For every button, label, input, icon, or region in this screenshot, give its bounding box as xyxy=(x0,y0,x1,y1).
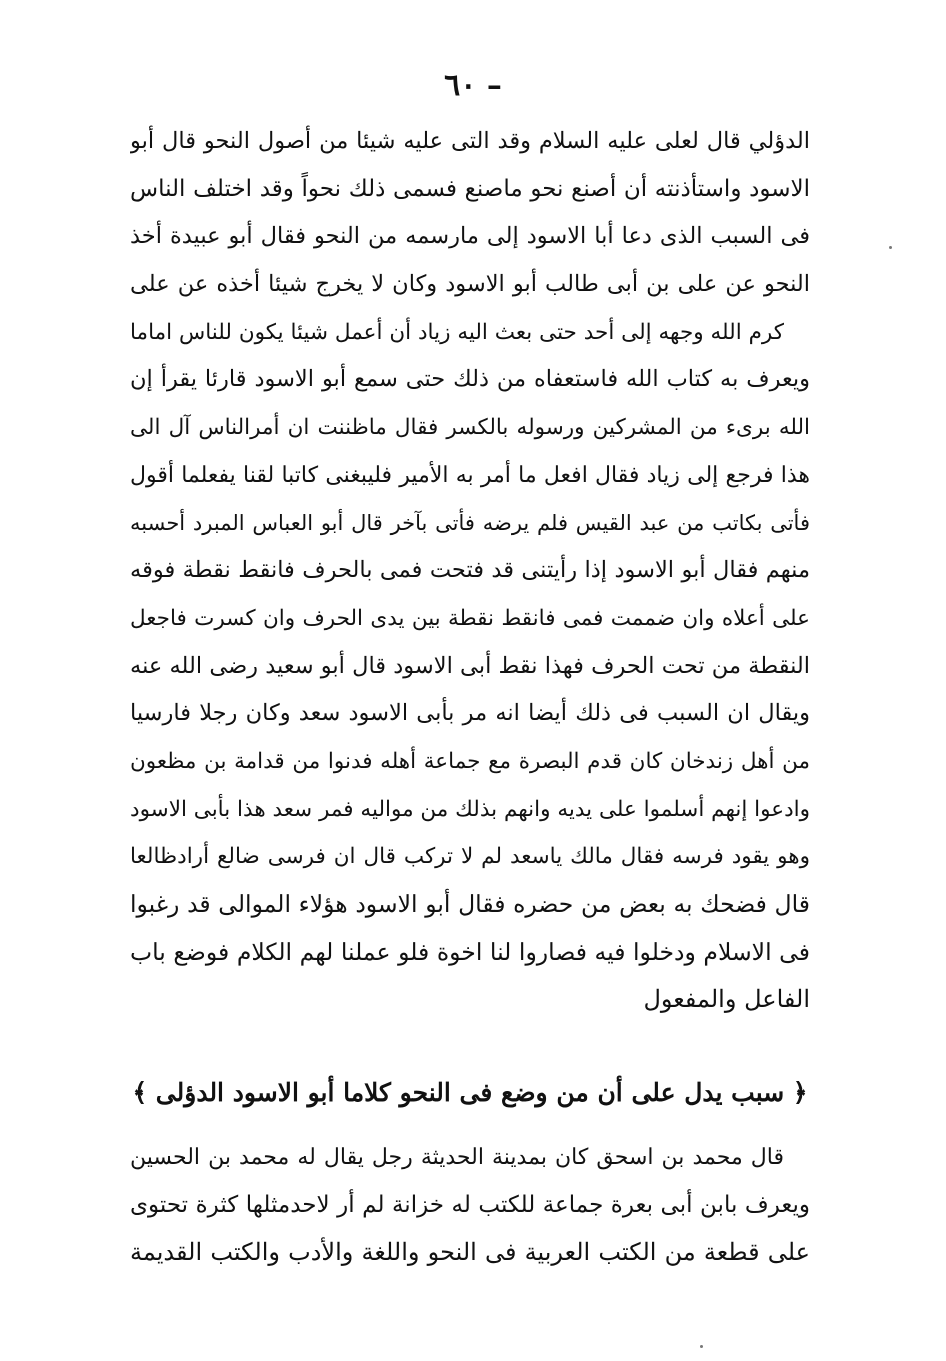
text-line: على قطعة من الكتب العربية فى النحو واللغة والأدب والكتب القديمة xyxy=(130,1238,810,1267)
text-line: فى السبب الذى دعا أبا الاسود إلى مارسمه من النحو فقال أبو عبيدة أخذ xyxy=(130,223,810,250)
text-line: من أهل زندخان كان قدم البصرة مع جماعة أهله فدنوا من قدامة بن مظعون xyxy=(130,748,810,774)
text-line: الاسود واستأذنته أن أصنع نحو ماصنع فسمى ذلك نحواً وقد اختلف الناس xyxy=(130,175,810,202)
text-line: منهم فقال أبو الاسود إذا رأيتنى قد فتحت فمى بالحرف فانقط نقطة فوقه xyxy=(130,557,810,584)
text-line: هذا فرجع إلى زياد فقال افعل ما أمر به الأمير فليبغنى كاتبا لقنا يفعلما أقول xyxy=(130,462,810,488)
paragraph-main xyxy=(130,118,810,1024)
page-number: – ٦٠ xyxy=(444,68,502,103)
scan-speck xyxy=(889,246,892,249)
text-line: وادعوا إنهم أسلموا على يديه وانهم بذلك من مواليه فمر سعد هذا بأبى الاسود xyxy=(130,796,810,822)
text-line: النحو عن على بن أبى طالب أبو الاسود وكان لا يخرج شيئا أخذه عن على xyxy=(130,271,810,298)
text-line: على أعلاه وان ضممت فمى فانقط نقطة بين يدى الحرف وان كسرت فاجعل xyxy=(130,605,810,631)
text-line: ويعرف به كتاب الله فاستعفاه من ذلك حتى سمع أبو الاسود قارئا يقرأ إن xyxy=(130,366,810,393)
scan-speck xyxy=(700,1345,703,1348)
text-line: قال فضحك به بعض من حضره فقال أبو الاسود هؤلاء الموالى قد رغبوا xyxy=(130,890,810,918)
text-line: فأتى بكاتب من عبد القيس فلم يرضه فأتى بآخر قال أبو العباس المبرد أحسبه xyxy=(130,510,810,535)
text-line: كرم الله وجهه إلى أحد حتى بعث اليه زياد أن أعمل شيئا يكون للناس اماما xyxy=(130,319,784,345)
text-line: ويقال ان السبب فى ذلك أيضا انه مر بأبى الاسود سعد وكان رجلا فارسيا xyxy=(130,700,810,727)
text-line: الفاعل والمفعول xyxy=(643,985,810,1014)
text-line: الدؤلي قال لعلى عليه السلام وقد التى عليه شيئا من أصول النحو قال أبو xyxy=(130,128,810,154)
text-line: وهو يقود فرسه فقال مالك ياسعد لم لا تركب قال ان فرسى ضالع أرادظالعا xyxy=(130,844,810,870)
paragraph-second xyxy=(130,1134,810,1277)
text-line: فى الاسلام ودخلوا فيه فصاروا لنا اخوة فلو عملنا لهم الكلام فوضع باب xyxy=(130,937,810,966)
text-line: قال محمد بن اسحق كان بمدينة الحديثة رجل يقال له محمد بن الحسين xyxy=(130,1145,784,1170)
text-line: ويعرف بابن أبى بعرة جماعة للكتب له خزانة لم أر لاحدمثلها كثرة تحتوى xyxy=(130,1191,810,1218)
text-line: النقطة من تحت الحرف فهذا نقط أبى الاسود قال أبو سعيد رضى الله عنه xyxy=(130,652,810,679)
section-heading: ﴿ سبب يدل على أن من وضع فى النحو كلاما أبو الاسود الدؤلى ﴾ xyxy=(132,1078,808,1107)
text-line: الله برىء من المشركين ورسوله بالكسر فقال ماظننت ان أمرالناس آل الى xyxy=(130,415,810,441)
